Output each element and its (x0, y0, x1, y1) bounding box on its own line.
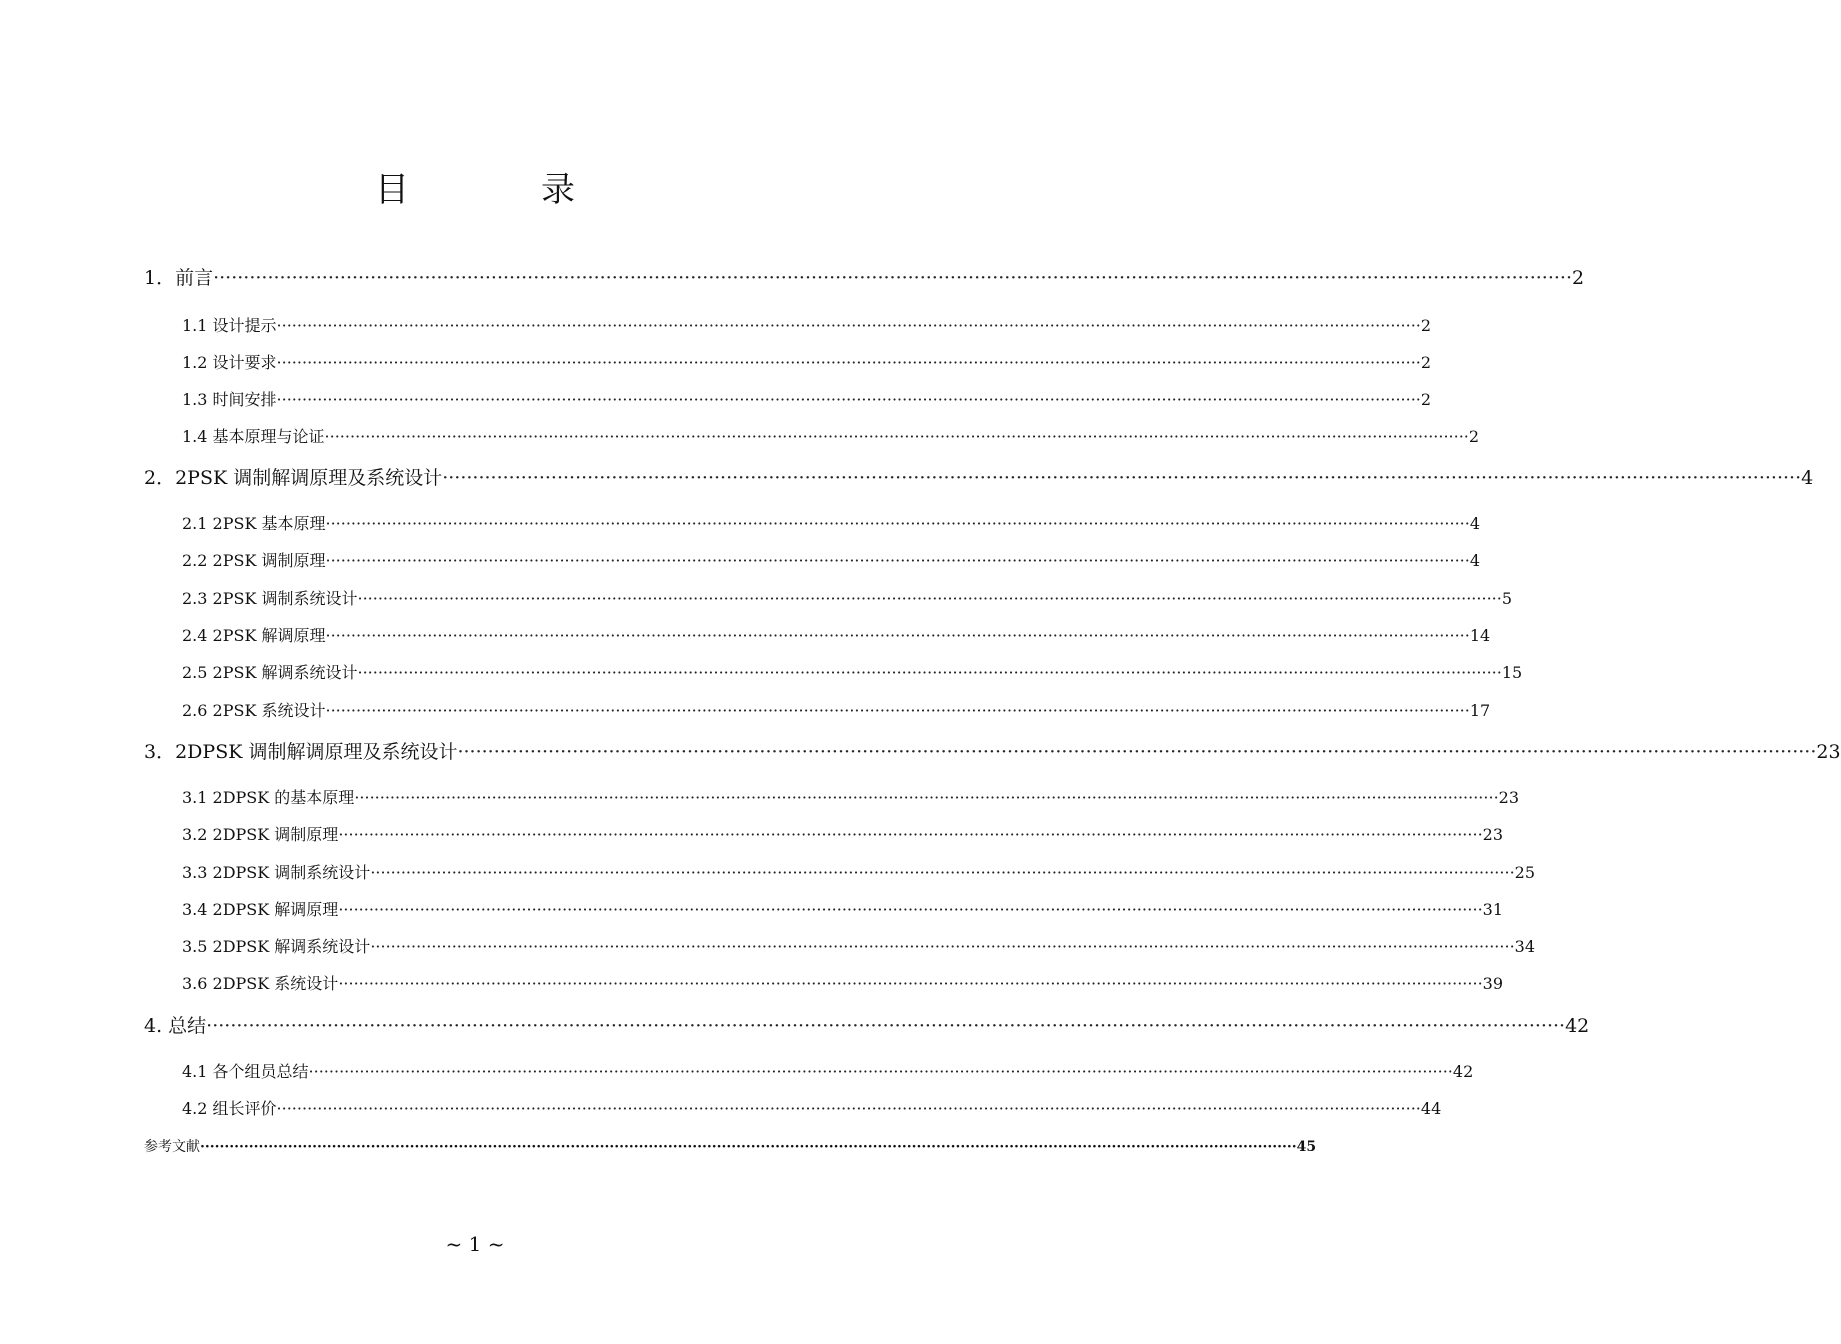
toc-entry-1-1[interactable] (182, 313, 1432, 336)
toc-page-number: 2 (1572, 267, 1585, 289)
toc-page-number: 25 (1514, 863, 1536, 882)
toc-leader-dots: ································································································································································································································· (338, 825, 1483, 844)
toc-entry-2-6[interactable] (182, 698, 1491, 721)
toc-page-number: 23 (1816, 741, 1841, 763)
toc-entry-label: 1.3 时间安排 (182, 390, 277, 409)
toc-leader-dots: ································································································································································································································· (442, 467, 1802, 489)
toc-entry-label: 2.2 2PSK 调制原理 (182, 551, 326, 570)
toc-leader-dots: ································································································································································································································· (338, 974, 1483, 993)
toc-page-number: 23 (1482, 825, 1504, 844)
toc-entry-label: 4.1 各个组员总结 (182, 1062, 309, 1081)
toc-entry-label: 1.1 设计提示 (182, 316, 277, 335)
toc-page-number: 4 (1469, 551, 1481, 570)
toc-page-number: 14 (1469, 626, 1491, 645)
toc-entry-label: 3.6 2DPSK 系统设计 (182, 974, 339, 993)
toc-page-number: 42 (1565, 1015, 1590, 1037)
toc-leader-dots: ································································································································································································································· (325, 626, 1470, 645)
toc-leader-dots: ································································································································································································································· (370, 863, 1515, 882)
toc-entry-label: 2.4 2PSK 解调原理 (182, 626, 326, 645)
title-char-1: 目 (375, 170, 409, 210)
toc-entry-3-5[interactable] (182, 934, 1536, 957)
toc-entry-3-4[interactable] (182, 897, 1504, 920)
toc-entry-4-2[interactable] (182, 1096, 1442, 1119)
toc-page-number: 17 (1469, 701, 1491, 720)
toc-page-number: 31 (1482, 900, 1504, 919)
toc-leader-dots: ································································································································································································································· (354, 788, 1499, 807)
toc-entry-1-3[interactable] (182, 387, 1432, 410)
toc-entry-label: 2．2PSK 调制解调原理及系统设计 (144, 467, 443, 489)
toc-page-number: 2 (1420, 316, 1432, 335)
toc-leader-dots: ································································································································································································································· (357, 663, 1502, 682)
toc-entry-2[interactable] (144, 463, 1814, 490)
toc-entry-1[interactable] (144, 263, 1585, 290)
toc-leader-dots: ································································································································································································································· (325, 514, 1470, 533)
toc-entry-label: 3.1 2DPSK 的基本原理 (182, 788, 355, 807)
toc-entry-2-1[interactable] (182, 511, 1481, 534)
toc-entry-label: 3.3 2DPSK 调制系统设计 (182, 863, 371, 882)
page-number: ~ 1 ~ (445, 1232, 505, 1256)
toc-leader-dots: ································································································································································································································· (338, 900, 1483, 919)
toc-entry-label: 参考文献 (144, 1139, 200, 1155)
toc-entry-label: 1.2 设计要求 (182, 353, 277, 372)
toc-leader-dots: ································································································································································································································· (357, 589, 1502, 608)
toc-page-number: 4 (1469, 514, 1481, 533)
toc-leader-dots: ································································································································································································································· (276, 353, 1421, 372)
toc-entry-4[interactable] (144, 1011, 1590, 1038)
toc-entry-label: 1.4 基本原理与论证 (182, 427, 325, 446)
toc-entry-2-3[interactable] (182, 586, 1513, 609)
toc-entry-label: 2.3 2PSK 调制系统设计 (182, 589, 358, 608)
toc-entry-3-1[interactable] (182, 785, 1520, 808)
toc-entry-label: 2.6 2PSK 系统设计 (182, 701, 326, 720)
toc-entry-label: 3.5 2DPSK 解调系统设计 (182, 937, 371, 956)
toc-entry-2-5[interactable] (182, 660, 1523, 683)
toc-entry-label: 3.4 2DPSK 解调原理 (182, 900, 339, 919)
toc-leader-dots: ································································································································································································································· (276, 390, 1421, 409)
toc-entry-4-1[interactable] (182, 1059, 1474, 1082)
toc-entry-3[interactable] (144, 737, 1841, 764)
toc-entry-label: 4.2 组长评价 (182, 1099, 277, 1118)
toc-page-number: 23 (1498, 788, 1520, 807)
toc-entry-label: 2.1 2PSK 基本原理 (182, 514, 326, 533)
toc-page-number: 5 (1501, 589, 1513, 608)
toc-entry-1-4[interactable] (182, 424, 1480, 447)
toc-page-number: 15 (1501, 663, 1523, 682)
toc-leader-dots: ································································································································································································································· (206, 1015, 1566, 1037)
toc-entry-2-4[interactable] (182, 623, 1491, 646)
toc-leader-dots: ································································································································································································································· (213, 267, 1572, 289)
toc-entry-label: 3．2DPSK 调制解调原理及系统设计 (144, 741, 458, 763)
toc-page-number: 2 (1468, 427, 1480, 446)
toc-entry-2-2[interactable] (182, 548, 1481, 571)
toc-entry-1-2[interactable] (182, 350, 1432, 373)
toc-page-number: 2 (1420, 353, 1432, 372)
toc-entry-label: 1．前言 (144, 267, 214, 289)
toc-leader-dots: ································································································································································································································· (325, 701, 1470, 720)
toc-leader-dots: ································································································································································································································· (370, 937, 1515, 956)
toc-entry-references[interactable] (144, 1136, 1317, 1156)
toc-entry-label: 3.2 2DPSK 调制原理 (182, 825, 339, 844)
toc-entry-3-3[interactable] (182, 860, 1536, 883)
toc-page-number: 2 (1420, 390, 1432, 409)
toc-page-number: 44 (1420, 1099, 1442, 1118)
title-char-2: 录 (541, 170, 575, 210)
toc-entry-3-2[interactable] (182, 822, 1504, 845)
toc-leader-dots: ································································································································································································································· (325, 551, 1470, 570)
toc-entry-label: 4. 总结 (144, 1015, 207, 1037)
toc-leader-dots: ································································································································································································································· (200, 1139, 1297, 1155)
toc-leader-dots: ································································································································································································································· (324, 427, 1469, 446)
toc-entry-3-6[interactable] (182, 971, 1504, 994)
toc-leader-dots: ································································································································································································································· (457, 741, 1817, 763)
toc-page-number: 39 (1482, 974, 1504, 993)
page-title (0, 162, 950, 211)
toc-page-number: 34 (1514, 937, 1536, 956)
toc-page-number: 45 (1296, 1139, 1317, 1155)
toc-page-number: 42 (1452, 1062, 1474, 1081)
toc-leader-dots: ································································································································································································································· (308, 1062, 1453, 1081)
toc-leader-dots: ································································································································································································································· (276, 1099, 1421, 1118)
toc-entry-label: 2.5 2PSK 解调系统设计 (182, 663, 358, 682)
toc-leader-dots: ································································································································································································································· (276, 316, 1421, 335)
toc-page-number: 4 (1801, 467, 1814, 489)
